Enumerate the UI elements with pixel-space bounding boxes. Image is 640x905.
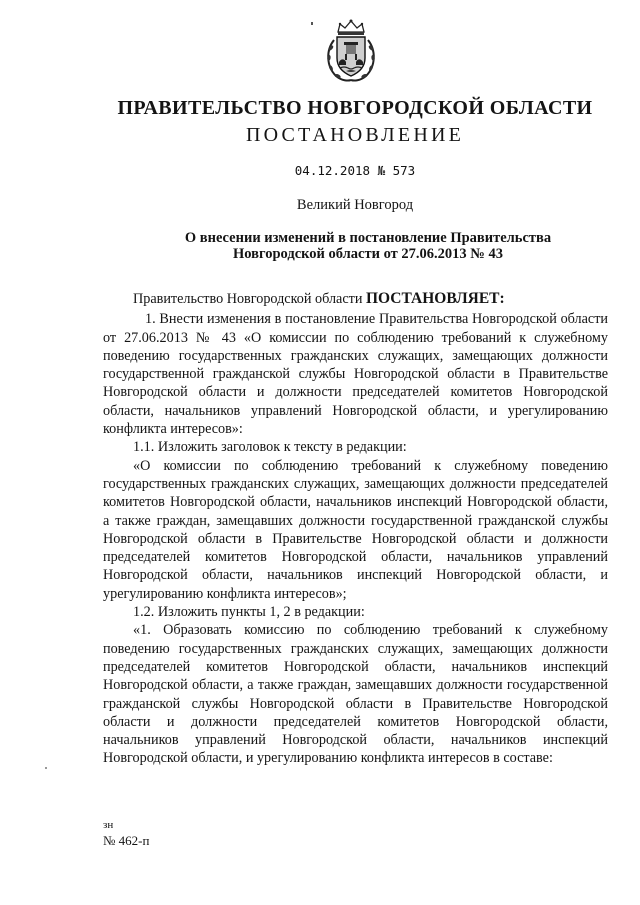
lead-text: Правительство Новгородской области xyxy=(133,291,366,307)
resolution-lead xyxy=(103,290,608,308)
subject-line-2: Новгородской области от 27.06.2013 № 43 xyxy=(233,246,503,262)
novgorod-coat-of-arms-icon xyxy=(320,18,382,84)
paragraph-1-1-quote: «О комиссии по соблюдению требований к служебному поведению государственных гражданских служащих, замещающих должности председателей комитетов Новгородской области, начальников инспекций Новгородской области, а также граждан, замещавших должности государственной гражданской службы Новгородской области в Правительстве Новгородской области и должности председателей комитетов Новгородской области, начальников управлений Новгородской области, начальников инспекций Новгородской области, и урегулированию конфликта интересов»; xyxy=(103,457,608,602)
document-body xyxy=(103,290,608,768)
paragraph-1-2-quote: «1. Образовать комиссию по соблюдению требований к служебному поведению государственных гражданских служащих, замещающих должности председателей комитетов Новгородской области, начальников инспекций Новгородской области, а также граждан, замещавших должности государственной гражданской службы Новгородской области в Правительстве Новгородской области и должности председателей комитетов Новгородской области, начальников управлений Новгородской области, начальников инспекций Новгородской области, и урегулированию конфликта интересов в составе: xyxy=(103,622,608,767)
paragraph-1-1: 1.1. Изложить заголовок к тексту в редакции: xyxy=(133,439,407,456)
city: Великий Новгород xyxy=(296,197,414,213)
document-subject xyxy=(168,230,568,262)
document-type: ПОСТАНОВЛЕНИЕ xyxy=(245,124,465,146)
organization-name: ПРАВИТЕЛЬСТВО НОВГОРОДСКОЙ ОБЛАСТИ xyxy=(117,97,593,119)
document-footer xyxy=(103,818,149,848)
scan-speck xyxy=(45,767,47,769)
subject-line-1: О внесении изменений в постановление Правительства xyxy=(184,230,552,246)
date-and-number: 04.12.2018 № 573 xyxy=(294,163,416,178)
scan-speck xyxy=(311,22,313,25)
executor-initials: зн xyxy=(103,819,114,831)
paragraph-1: 1. Внести изменения в постановление Правительства Новгородской области от 27.06.2013 № 43 «О комиссии по соблюдению требований к служебному поведению государственных гражданских служащих, замещающих должности государственной гражданской службы Новгородской области в Правительстве Новгородской области и должности председателей комитетов Новгородской области, начальников управлений Новгородской области, и урегулированию конфликта интересов»: xyxy=(103,311,608,438)
lead-bold: ПОСТАНОВЛЯЕТ: xyxy=(365,290,505,307)
paragraph-1-2: 1.2. Изложить пункты 1, 2 в редакции: xyxy=(133,604,365,621)
registration-ref: № 462-п xyxy=(103,833,150,848)
